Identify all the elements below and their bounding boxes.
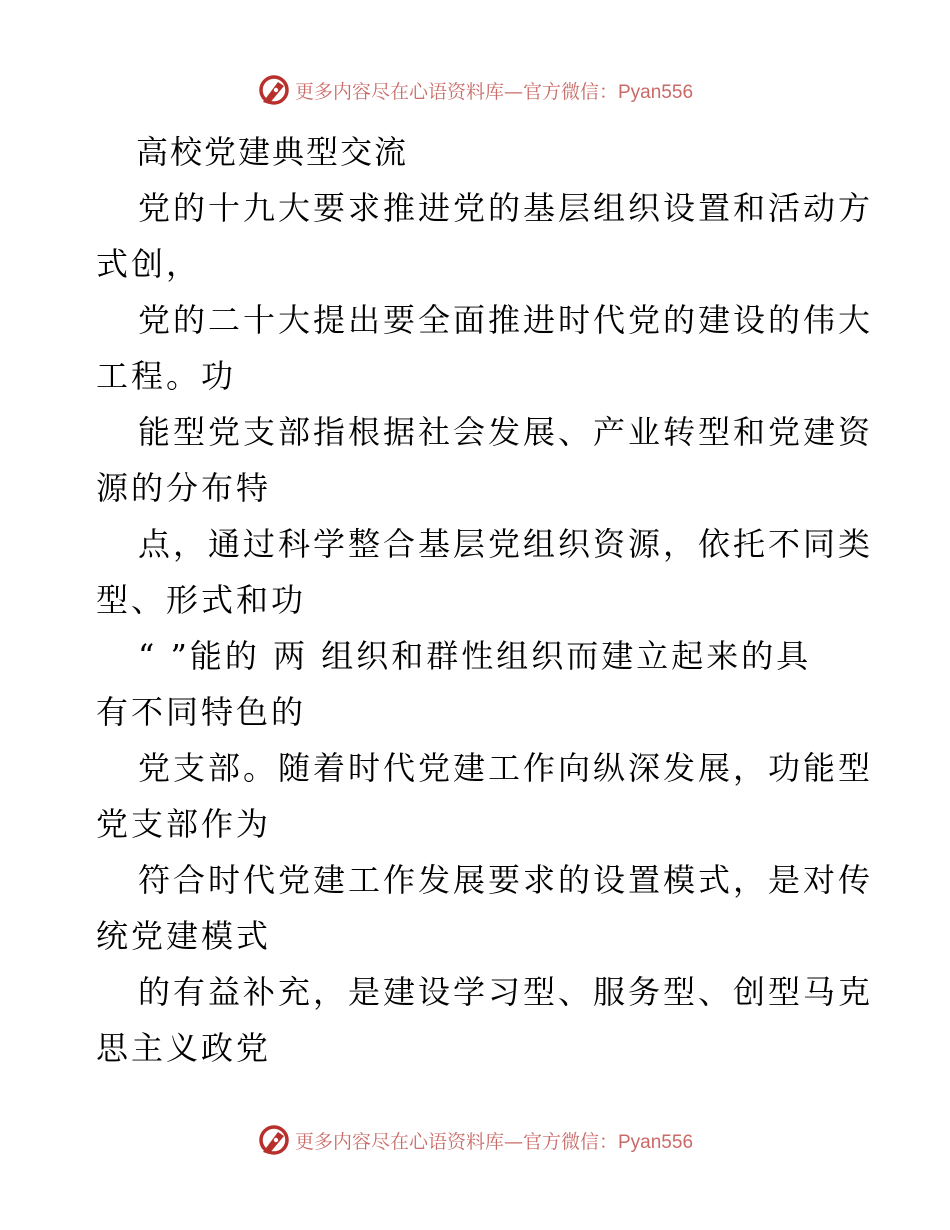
footer-banner-label: 更多内容尽在心语资料库—官方微信： [294,1130,618,1153]
paragraph-line: 党支部作为 [96,805,272,843]
paragraph-line: 的有益补充，是建设学习型、服务型、创型马克 [138,973,874,1011]
header-banner [0,70,950,110]
footer-banner-text [295,1127,693,1154]
paragraph-line: 党支部。随着时代党建工作向纵深发展，功能型 [138,749,874,787]
paragraph-line: 思主义政党 [96,1029,272,1067]
paragraph-line: 工程。功 [96,357,237,395]
document-title: 高校党建典型交流 [136,133,409,171]
pen-nib-logo-icon [257,73,291,107]
document-body [96,124,874,1076]
footer-wechat-id: Pyan556 [618,1131,694,1153]
paragraph-line: 符合时代党建工作发展要求的设置模式，是对传 [138,861,874,899]
header-banner-text [295,77,693,104]
paragraph-line: 型、形式和功 [96,581,307,619]
paragraph-line: 党的十九大要求推进党的基层组织设置和活动方 [138,189,874,227]
header-banner-label: 更多内容尽在心语资料库—官方微信： [294,80,618,103]
paragraph-line: 点，通过科学整合基层党组织资源，依托不同类 [138,525,874,563]
paragraph-line: 源的分布特 [96,469,272,507]
paragraph-line: 式创， [96,245,202,283]
header-wechat-id: Pyan556 [618,81,694,103]
paragraph-line: 有不同特色的 [96,693,307,731]
pen-nib-logo-icon [257,1123,291,1157]
paragraph-line: 统党建模式 [96,917,272,955]
paragraph-line: “ ”能的 两 组织和群性组织而建立起来的具 [138,637,812,675]
footer-banner [0,1120,950,1160]
paragraph-line: 能型党支部指根据社会发展、产业转型和党建资 [138,413,874,451]
paragraph-line: 党的二十大提出要全面推进时代党的建设的伟大 [138,301,874,339]
